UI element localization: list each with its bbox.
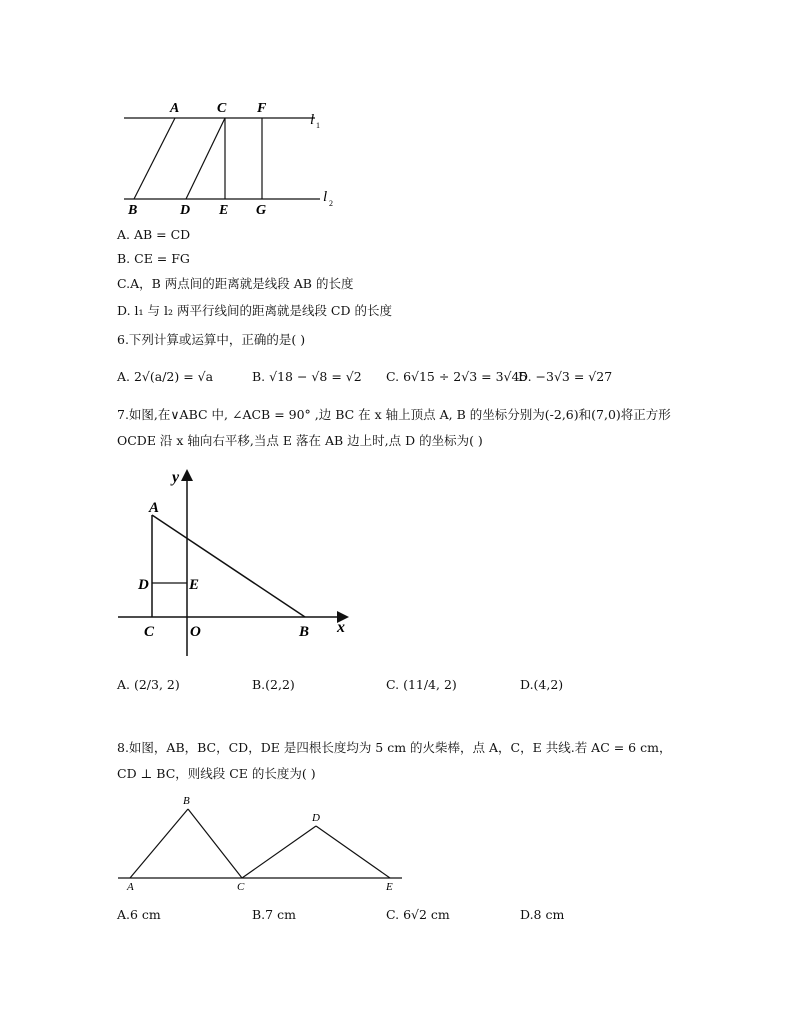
label-O: O: [190, 624, 201, 640]
stick-bc: [188, 809, 242, 878]
triangle-axis-figure: [110, 458, 370, 663]
label-G: G: [256, 203, 267, 218]
q5-option-b: B. CE = FG: [117, 251, 190, 266]
label-l2-sub: 2: [329, 199, 333, 208]
stick-cd: [242, 826, 316, 878]
stick-ab: [130, 809, 188, 878]
q8-option-a: A.6 cm: [117, 907, 161, 922]
q7-stem-line2: OCDE 沿 x 轴向右平移,当点 E 落在 AB 边上时,点 D 的坐标为( ): [117, 433, 483, 448]
segment-ab: [152, 515, 305, 617]
q7-stem-line1: 7.如图,在∨ABC 中, ∠ACB = 90° ,边 BC 在 x 轴上顶点 A, B 的坐标分别为(-2,6)和(7,0)将正方形: [117, 407, 671, 422]
q6-stem: 6.下列计算或运算中，正确的是( ): [117, 332, 306, 347]
q8-stem-line1: 8.如图，AB，BC，CD，DE 是四根长度均为 5 cm 的火柴棒，点 A，C，E 共线.若 AC = 6 cm，: [117, 740, 672, 755]
label-l2: l: [323, 189, 328, 205]
label-D: D: [312, 812, 320, 824]
label-E: E: [219, 203, 229, 218]
q8-option-d: D.8 cm: [520, 907, 565, 922]
label-A: A: [170, 101, 180, 116]
label-B: B: [183, 795, 190, 807]
label-y: y: [172, 469, 180, 486]
q8-option-b: B.7 cm: [252, 907, 296, 922]
label-B: B: [299, 624, 310, 640]
q6-option-b: B. √18 − √8 = √2: [252, 369, 362, 384]
label-C: C: [237, 881, 245, 893]
label-E: E: [189, 577, 200, 593]
label-l1: l: [310, 112, 315, 128]
q6-option-a: A. 2√(a/2) = √a: [117, 369, 214, 384]
label-B: B: [128, 203, 138, 218]
q8-stem-line2: CD ⊥ BC，则线段 CE 的长度为( ): [117, 766, 316, 781]
parallel-lines-figure: [110, 95, 350, 220]
q7-option-a: A. (2/3, 2): [117, 677, 180, 692]
label-C: C: [144, 624, 155, 640]
q7-option-b: B.(2,2): [252, 677, 295, 692]
label-A: A: [127, 881, 134, 893]
q7-option-d: D.(4,2): [520, 677, 564, 692]
label-A: A: [149, 500, 160, 516]
q6-option-d: D. −3√3 = √27: [518, 369, 613, 384]
matchsticks-figure: [110, 790, 410, 898]
label-D: D: [180, 203, 191, 218]
q5-option-c: C.A，B 两点间的距离就是线段 AB 的长度: [117, 276, 354, 291]
label-x: x: [337, 619, 345, 636]
label-D: D: [138, 577, 149, 593]
label-E: E: [386, 881, 393, 893]
q7-option-c: C. (11/4, 2): [386, 677, 457, 692]
q6-option-c: C. 6√15 ÷ 2√3 = 3√45: [386, 369, 528, 384]
segment-cd: [186, 118, 225, 199]
q5-option-d: D. l₁ 与 l₂ 两平行线间的距离就是线段 CD 的长度: [117, 303, 392, 318]
label-C: C: [217, 101, 227, 116]
stick-de: [316, 826, 390, 878]
label-F: F: [257, 101, 267, 116]
q8-option-c: C. 6√2 cm: [386, 907, 450, 922]
label-l1-sub: 1: [316, 121, 320, 130]
q5-option-a: A. AB = CD: [117, 227, 191, 242]
segment-ab: [134, 118, 175, 199]
